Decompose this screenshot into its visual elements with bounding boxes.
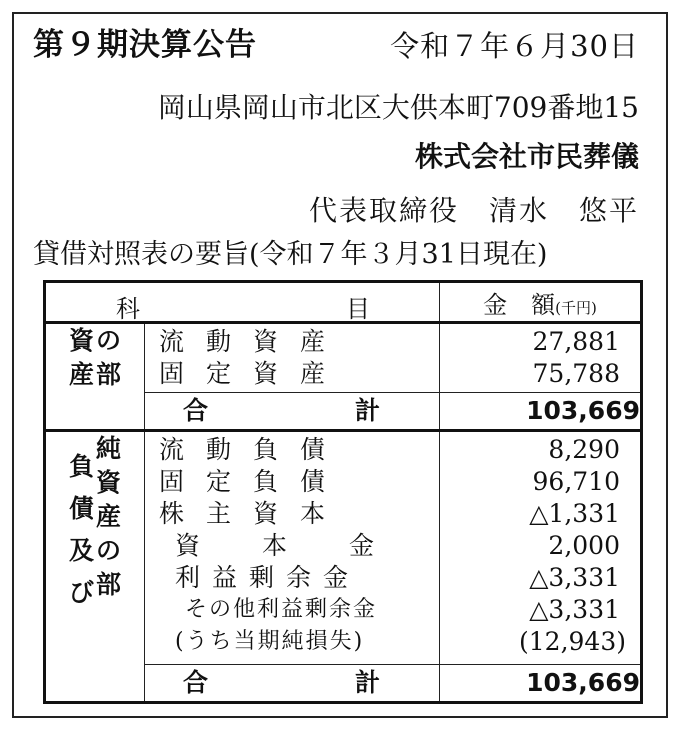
- amount-value: △3,331: [529, 563, 620, 592]
- balance-sheet-table: [43, 280, 643, 704]
- total-label-2: 計: [355, 668, 381, 697]
- list-item: 固定負債: [159, 467, 348, 496]
- amount-value: △1,331: [529, 499, 620, 528]
- kamoku-header-1: 科: [116, 295, 140, 323]
- amount-value: △3,331: [529, 595, 620, 624]
- assets-label-char: 産: [68, 360, 94, 389]
- assets-total-label: [145, 393, 440, 431]
- liabilities-label-char: 及: [68, 536, 94, 565]
- assets-label-char: 部: [96, 360, 122, 389]
- amount-value: 75,788: [532, 359, 620, 388]
- liabilities-label-char: の: [96, 536, 122, 565]
- list-item: 株主資本: [159, 499, 348, 528]
- list-item: 固定資産: [159, 359, 348, 388]
- total-label-2: 計: [355, 396, 381, 425]
- liabilities-section-label: [45, 431, 145, 703]
- amount-value: 96,710: [532, 467, 620, 496]
- kamoku-header-2: 目: [346, 295, 370, 323]
- amount-value: (12,943): [519, 627, 626, 656]
- assets-section-label: [45, 323, 145, 431]
- liabilities-label-char: び: [68, 578, 94, 607]
- liabilities-label-char: 負: [68, 452, 94, 481]
- list-item: 利益剰余金: [175, 563, 361, 592]
- liabilities-items: [145, 431, 440, 665]
- kingaku-label: 金 額: [483, 290, 556, 319]
- assets-label-char: 資: [68, 326, 94, 355]
- amount-value: 27,881: [532, 327, 620, 356]
- notice-date: 令和７年６月30日: [390, 29, 639, 63]
- company-address: 岡山県岡山市北区大供本町709番地15: [157, 91, 639, 124]
- company-name: 株式会社市民葬儀: [414, 140, 639, 173]
- assets-label-char: の: [96, 326, 122, 355]
- assets-total-value: 103,669: [440, 393, 642, 431]
- total-label-1: 合: [183, 396, 209, 425]
- representative-name: 代表取締役 清水 悠平: [308, 194, 639, 227]
- liabilities-values: [440, 431, 642, 665]
- liabilities-total-label: [145, 665, 440, 703]
- balance-sheet-subtitle: 貸借対照表の要旨(令和７年３月31日現在): [33, 239, 548, 270]
- list-item: 流動負債: [159, 435, 348, 464]
- list-item: 流動資産: [159, 327, 348, 356]
- assets-items: [145, 323, 440, 393]
- liabilities-label-char: 純: [96, 434, 122, 463]
- assets-section: [45, 323, 642, 393]
- list-item: その他利益剰余金: [185, 597, 378, 622]
- total-label-1: 合: [183, 668, 209, 697]
- amount-value: 8,290: [548, 435, 620, 464]
- liabilities-label-char: 資: [96, 468, 122, 497]
- unit-label: (千円): [555, 298, 597, 317]
- liabilities-label-char: 部: [96, 570, 122, 599]
- liabilities-label-char: 債: [68, 494, 94, 523]
- notice-title: 第９期決算公告: [33, 27, 257, 63]
- amount-value: 2,000: [548, 531, 620, 560]
- liabilities-section: [45, 431, 642, 665]
- assets-values: [440, 323, 642, 393]
- liabilities-total-value: 103,669: [440, 665, 642, 703]
- liabilities-label-char: 産: [96, 502, 122, 531]
- kingaku-header: [440, 282, 642, 323]
- table-header-row: [45, 282, 642, 323]
- kamoku-header: [45, 282, 440, 323]
- list-item: (うち当期純損失): [175, 629, 365, 654]
- list-item: 資本金: [175, 531, 437, 560]
